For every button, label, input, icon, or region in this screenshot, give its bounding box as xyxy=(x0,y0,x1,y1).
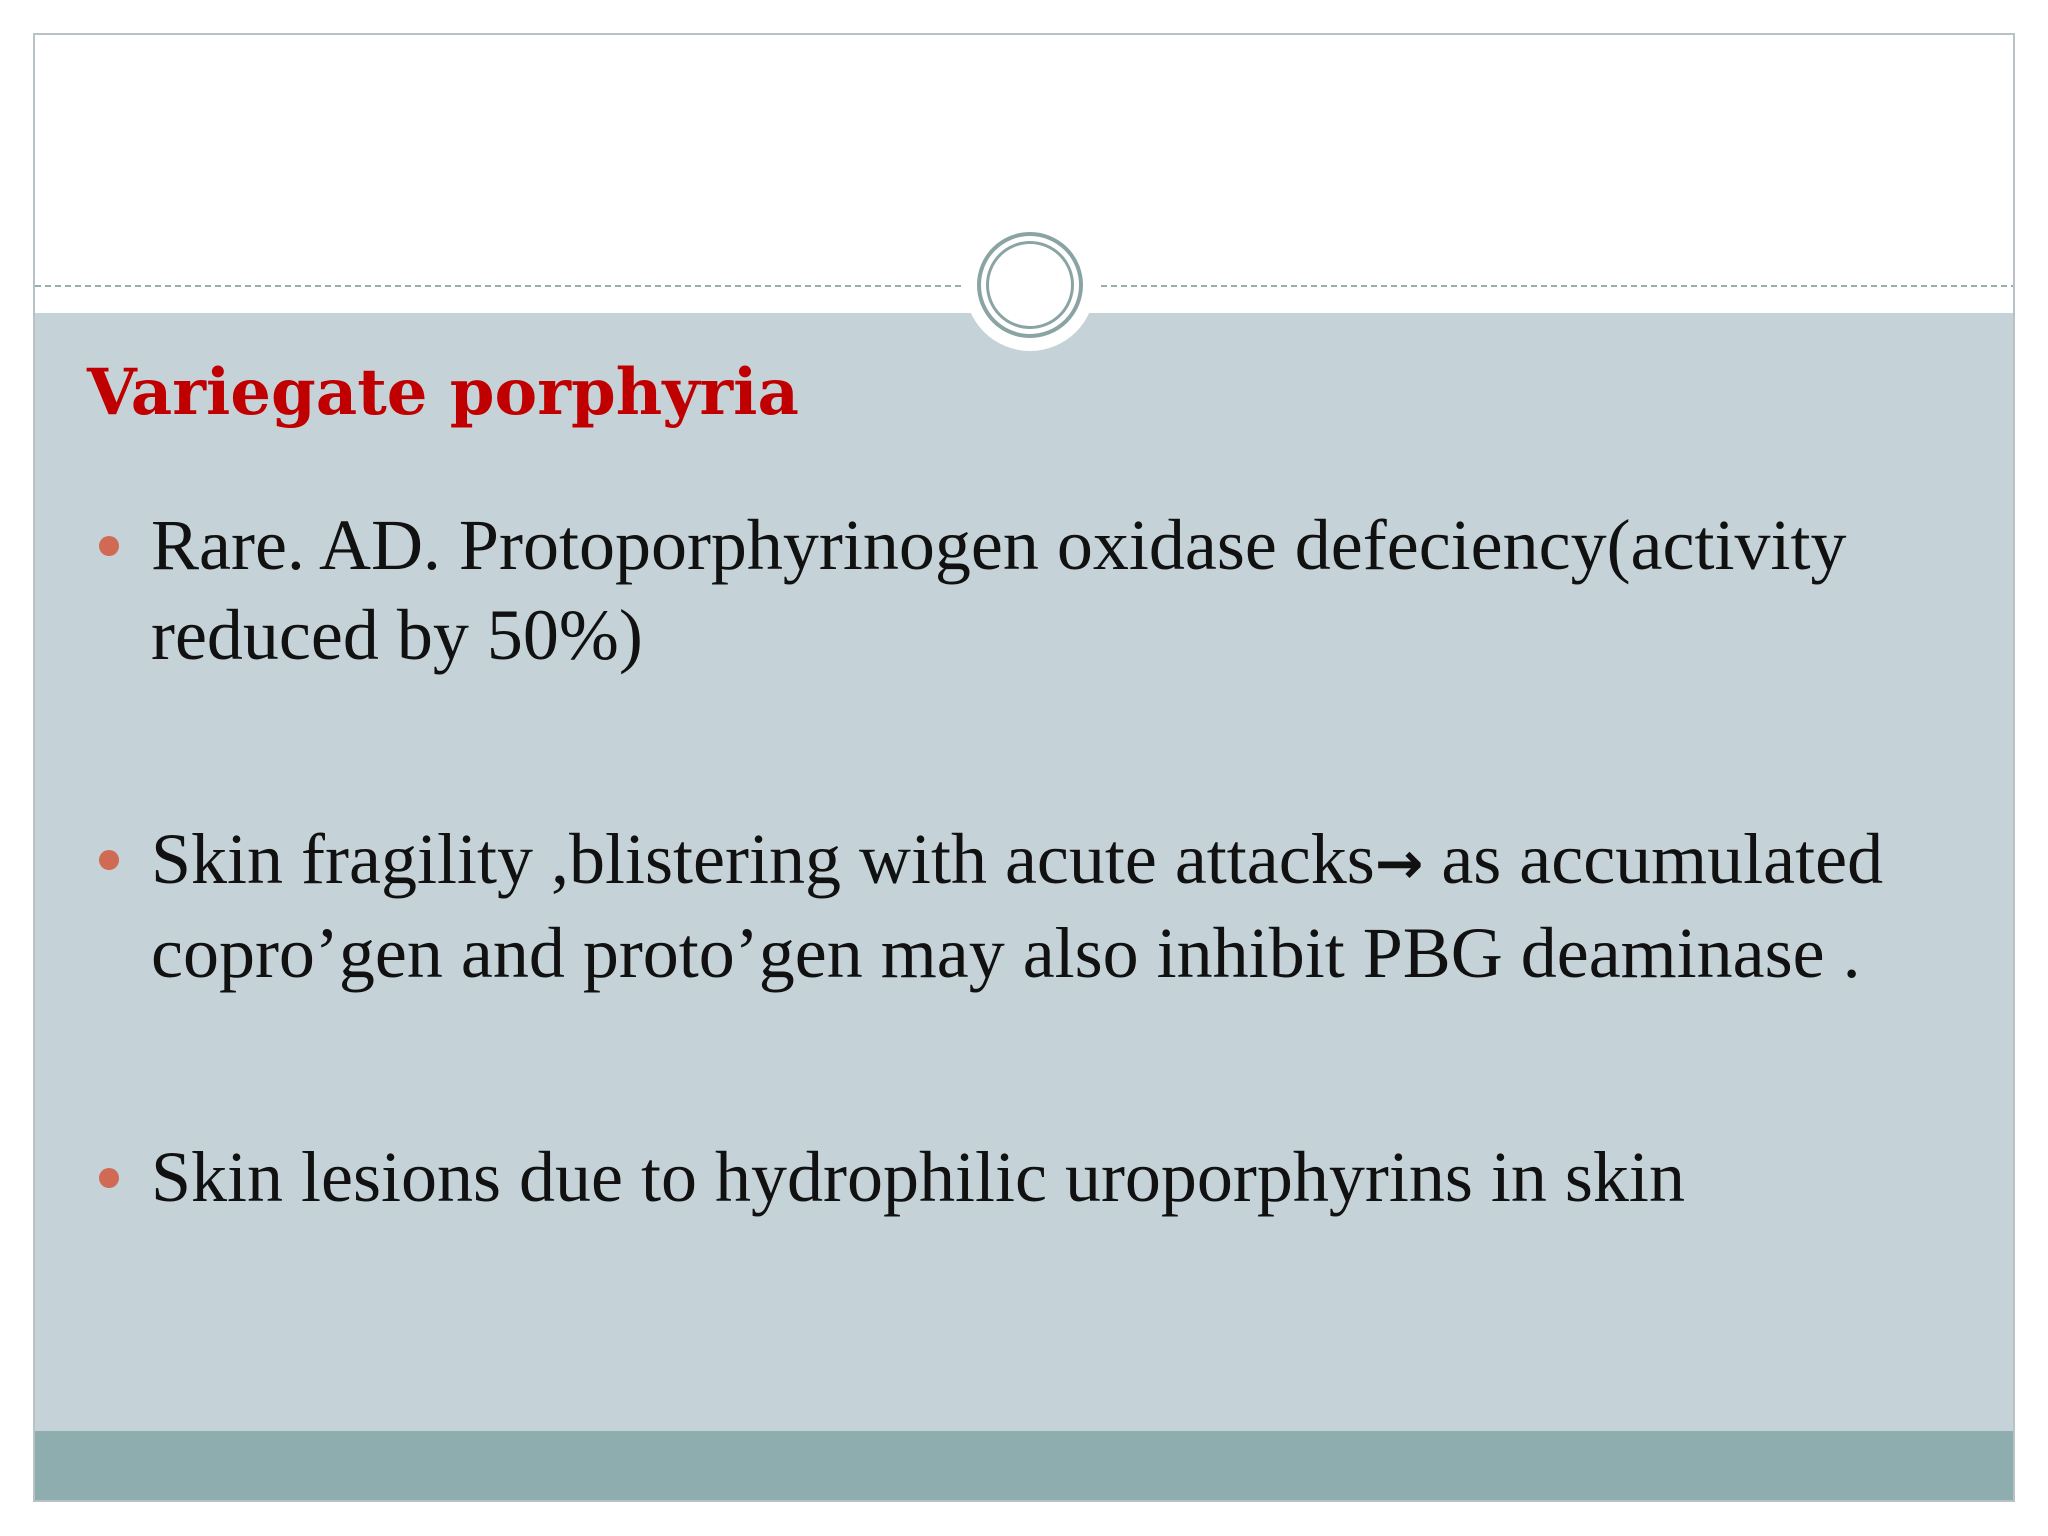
footer-band xyxy=(35,1431,2013,1502)
dashed-divider-right xyxy=(1101,285,2015,287)
bullet-text: Skin lesions due to hydrophilic uroporphyrins in skin xyxy=(151,1137,1685,1217)
bullet-item xyxy=(93,500,1993,680)
dashed-divider-left xyxy=(35,285,961,287)
bullet-dot-icon xyxy=(99,536,119,556)
bullet-item xyxy=(93,814,1993,998)
bullet-text: Rare. AD. Protoporphyrinogen oxidase defeciency(activity reduced by 50%) xyxy=(151,505,1847,675)
slide xyxy=(33,33,2015,1502)
bullet-item xyxy=(93,1132,1993,1222)
bullet-list xyxy=(93,500,1993,1222)
right-arrow-icon: → xyxy=(1374,829,1424,897)
bullet-dot-icon xyxy=(99,1168,119,1188)
bullet-text-after-arrow: as accumulated copro’gen and proto’gen may also inhibit PBG deaminase . xyxy=(151,819,1884,993)
bullet-text-before-arrow: Skin fragility ,blistering with acute attacks xyxy=(151,819,1375,899)
bullet-dot-icon xyxy=(99,850,119,870)
circle-ornament-inner-ring xyxy=(986,241,1074,329)
slide-title: Variegate porphyria xyxy=(87,355,799,430)
